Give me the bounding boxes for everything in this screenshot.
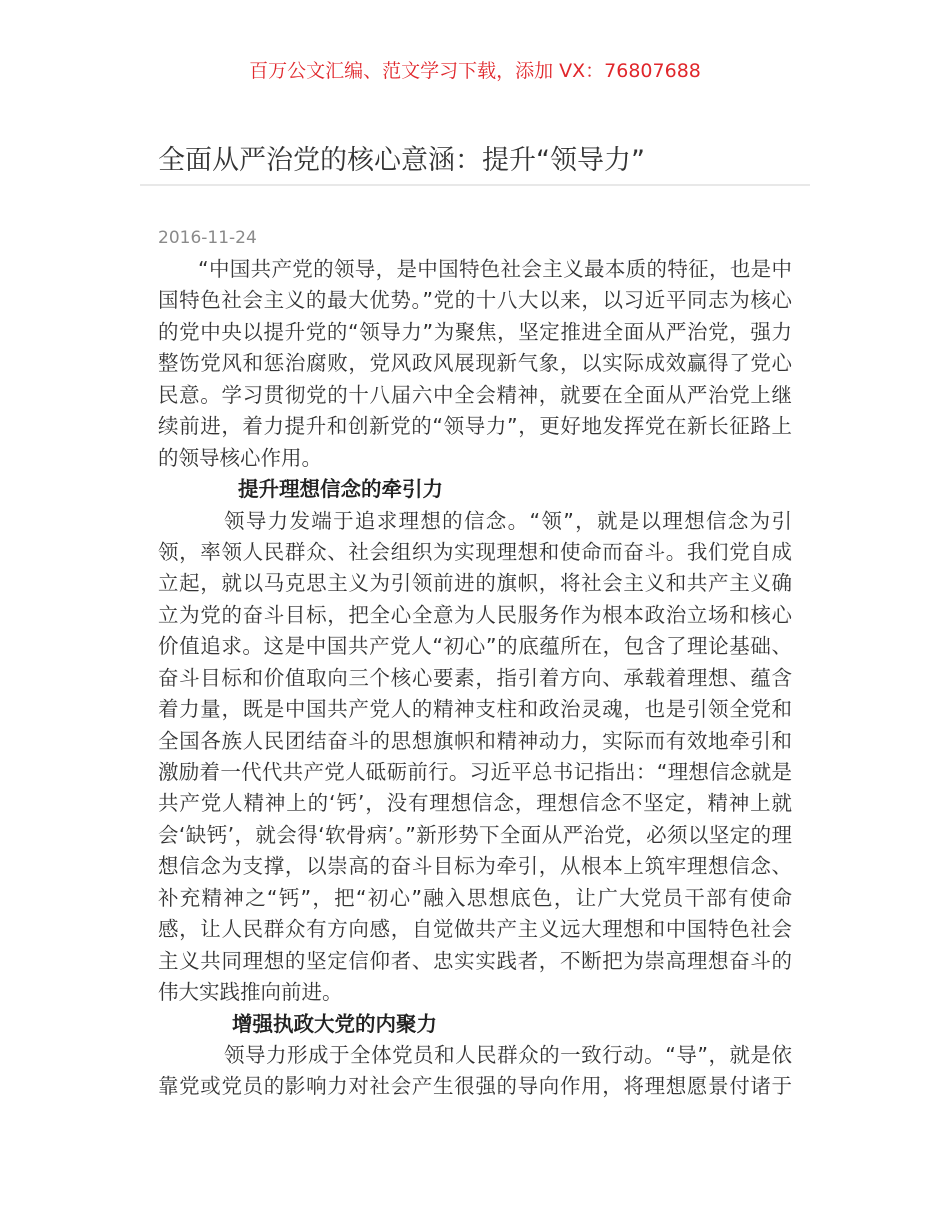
paragraph-line: 立起，就以马克思主义为引领前进的旗帜，将社会主义和共产主义确 [158, 571, 792, 596]
paragraph-line: 奋斗目标和价值取向三个核心要素，指引着方向、承载着理想、蕴含 [158, 665, 792, 690]
paragraph-line: 补充精神之“钙”，把“初心”融入思想底色，让广大党员干部有使命 [158, 885, 792, 910]
paragraph-line: 领，率领人民群众、社会组织为实现理想和使命而奋斗。我们党自成 [158, 539, 792, 564]
section-heading: 增强执政大党的内聚力 [232, 1011, 437, 1036]
paragraph-line: 国特色社会主义的最大优势。”党的十八大以来，以习近平同志为核心 [158, 288, 792, 313]
paragraph-line: 整饬党风和惩治腐败，党风政风展现新气象，以实际成效赢得了党心 [158, 351, 792, 376]
publish-date: 2016-11-24 [158, 228, 257, 248]
paragraph-line: 主义共同理想的坚定信仰者、忠实实践者，不断把为崇高理想奋斗的 [158, 948, 792, 973]
paragraph-line: 激励着一代代共产党人砥砺前行。习近平总书记指出：“理想信念就是 [158, 760, 792, 784]
paragraph-line: 的党中央以提升党的“领导力”为聚焦，坚定推进全面从严治党，强力 [158, 319, 792, 344]
section-heading: 提升理想信念的牵引力 [238, 477, 443, 502]
page-title: 全面从严治党的核心意涵：提升“领导力” [158, 145, 645, 176]
paragraph-line: 着力量，既是中国共产党人的精神支柱和政治灵魂，也是引领全党和 [158, 697, 792, 722]
paragraph-line: 共产党人精神上的‘钙’，没有理想信念，理想信念不坚定，精神上就 [158, 791, 792, 816]
paragraph-line: 感，让人民群众有方向感，自觉做共产主义远大理想和中国特色社会 [158, 917, 792, 942]
paragraph [158, 254, 792, 474]
paragraph-line: 立为党的奋斗目标，把全心全意为人民服务作为根本政治立场和核心 [158, 602, 792, 627]
title-divider [140, 184, 810, 186]
paragraph [158, 1040, 792, 1103]
paragraph-line: 会‘缺钙’，就会得‘软骨病’。”新形势下全面从严治党，必须以坚定的理 [158, 822, 792, 847]
paragraph-line: 的领导核心作用。 [158, 445, 322, 470]
paragraph-line: 价值追求。这是中国共产党人“初心”的底蕴所在，包含了理论基础、 [158, 634, 792, 659]
paragraph-line: 全国各族人民团结奋斗的思想旗帜和精神动力，实际而有效地牵引和 [158, 728, 792, 753]
paragraph-line: 民意。学习贯彻党的十八届六中全会精神，就要在全面从严治党上继 [158, 382, 792, 407]
article-body [158, 254, 792, 1103]
paragraph-line: 续前进，着力提升和创新党的“领导力”，更好地发挥党在新长征路上 [158, 414, 792, 439]
paragraph-line: 领导力形成于全体党员和人民群众的一致行动。“导”，就是依 [224, 1042, 792, 1067]
paragraph-line: 领导力发端于追求理想的信念。“领”，就是以理想信念为引 [224, 508, 792, 533]
watermark-banner: 百万公文汇编、范文学习下载，添加 VX：76807688 [249, 60, 701, 82]
paragraph [158, 506, 792, 1009]
paragraph-line: 伟大实践推向前进。 [158, 980, 343, 1005]
paragraph-line: 靠党或党员的影响力对社会产生很强的导向作用，将理想愿景付诸于 [158, 1074, 792, 1099]
paragraph-line: 想信念为支撑，以崇高的奋斗目标为牵引，从根本上筑牢理想信念、 [158, 854, 792, 879]
paragraph-line: “中国共产党的领导，是中国特色社会主义最本质的特征，也是中 [198, 257, 792, 281]
